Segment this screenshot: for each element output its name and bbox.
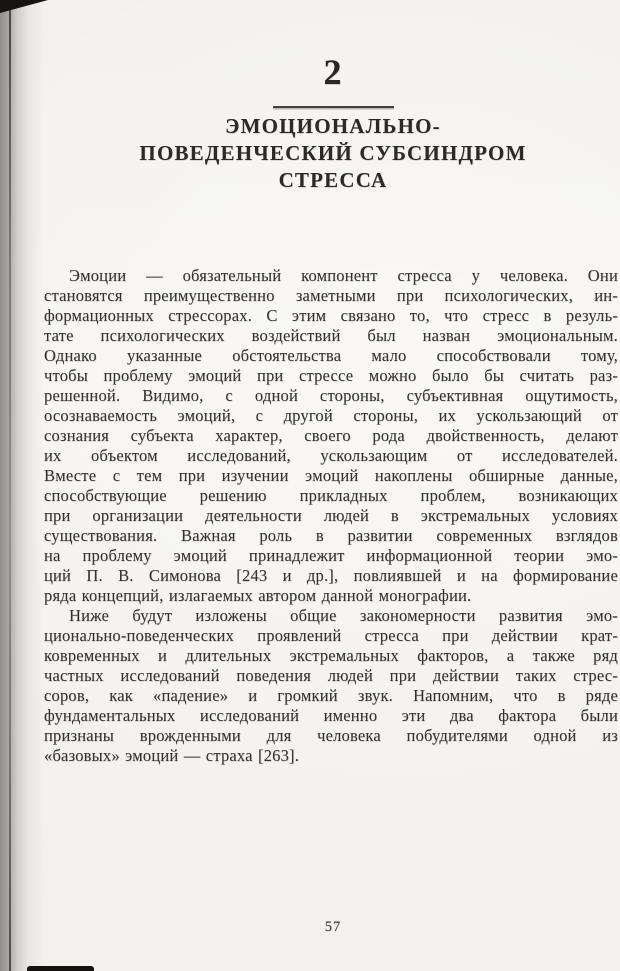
- text-line: становятся преимущественно заметными при психологических, ин-: [44, 286, 618, 305]
- text-line: осознаваемость эмоций, с другой стороны, их ускользающий от: [44, 406, 618, 425]
- text-line: на проблему эмоций принадлежит информационной теории эмо-: [44, 546, 618, 565]
- text-line: существования. Важная роль в развитии современных взглядов: [44, 526, 618, 545]
- chapter-title: [43, 113, 620, 194]
- text-line: соров, как «падение» и громкий звук. Напомним, что в ряде: [44, 686, 618, 705]
- body-text: [44, 266, 618, 766]
- text-line: при организации деятельности людей в экстремальных условиях: [44, 506, 618, 525]
- text-line: Эмоции — обязательный компонент стресса у человека. Они: [69, 266, 618, 285]
- text-line: формационных стрессорах. С этим связано то, что стресс в резуль-: [44, 306, 618, 325]
- text-line: Ниже будут изложены общие закономерности развития эмо-: [69, 606, 618, 625]
- text-line: Вместе с тем при изучении эмоций накоплены обширные данные,: [44, 466, 618, 485]
- text-line: тате психологических воздействий был назван эмоциональным.: [44, 326, 618, 345]
- page-left-edge-line: [9, 0, 11, 971]
- scan-bottom-edge-artifact: [27, 966, 94, 971]
- text-line: чтобы проблему эмоций при стрессе можно было бы считать раз-: [44, 366, 618, 385]
- heading-divider-rule: [273, 106, 394, 108]
- text-line: Однако указанные обстоятельства мало способствовали тому,: [44, 346, 618, 365]
- text-line: признаны врожденными для человека побудителями одной из: [44, 726, 618, 745]
- text-line: решенной. Видимо, с одной стороны, субъективная ощутимость,: [44, 386, 618, 405]
- text-line: ционально-поведенческих проявлений стресса при действии крат-: [44, 626, 618, 645]
- text-line: их объектом исследований, ускользающим от исследователей.: [44, 446, 618, 465]
- chapter-title-line-1: ЭМОЦИОНАЛЬНО-: [225, 114, 441, 138]
- text-line: «базовых» эмоций — страха [263].: [44, 746, 300, 765]
- text-line: ряда концепций, излагаемых автором данной монографии.: [44, 586, 472, 605]
- scan-corner-artifact: [0, 0, 48, 13]
- page-left-edge-shadow: [0, 0, 44, 971]
- page-number: 57: [324, 919, 342, 935]
- text-line: ковременных и длительных экстремальных факторов, а также ряд: [44, 646, 618, 665]
- chapter-title-line-3: СТРЕССА: [278, 168, 388, 192]
- text-line: сознания субъекта характер, своего рода двойственность, делают: [44, 426, 618, 445]
- text-line: частных исследований поведения людей при действии таких стрес-: [44, 666, 618, 685]
- text-line: фундаментальных исследований именно эти два фактора были: [44, 706, 618, 725]
- chapter-title-line-2: ПОВЕДЕНЧЕСКИЙ СУБСИНДРОМ: [139, 141, 527, 165]
- chapter-number: 2: [323, 52, 343, 92]
- text-line: ций П. В. Симонова [243 и др.], повлиявшей и на формирование: [44, 566, 618, 585]
- text-line: способствующие решению прикладных проблем, возникающих: [44, 486, 618, 505]
